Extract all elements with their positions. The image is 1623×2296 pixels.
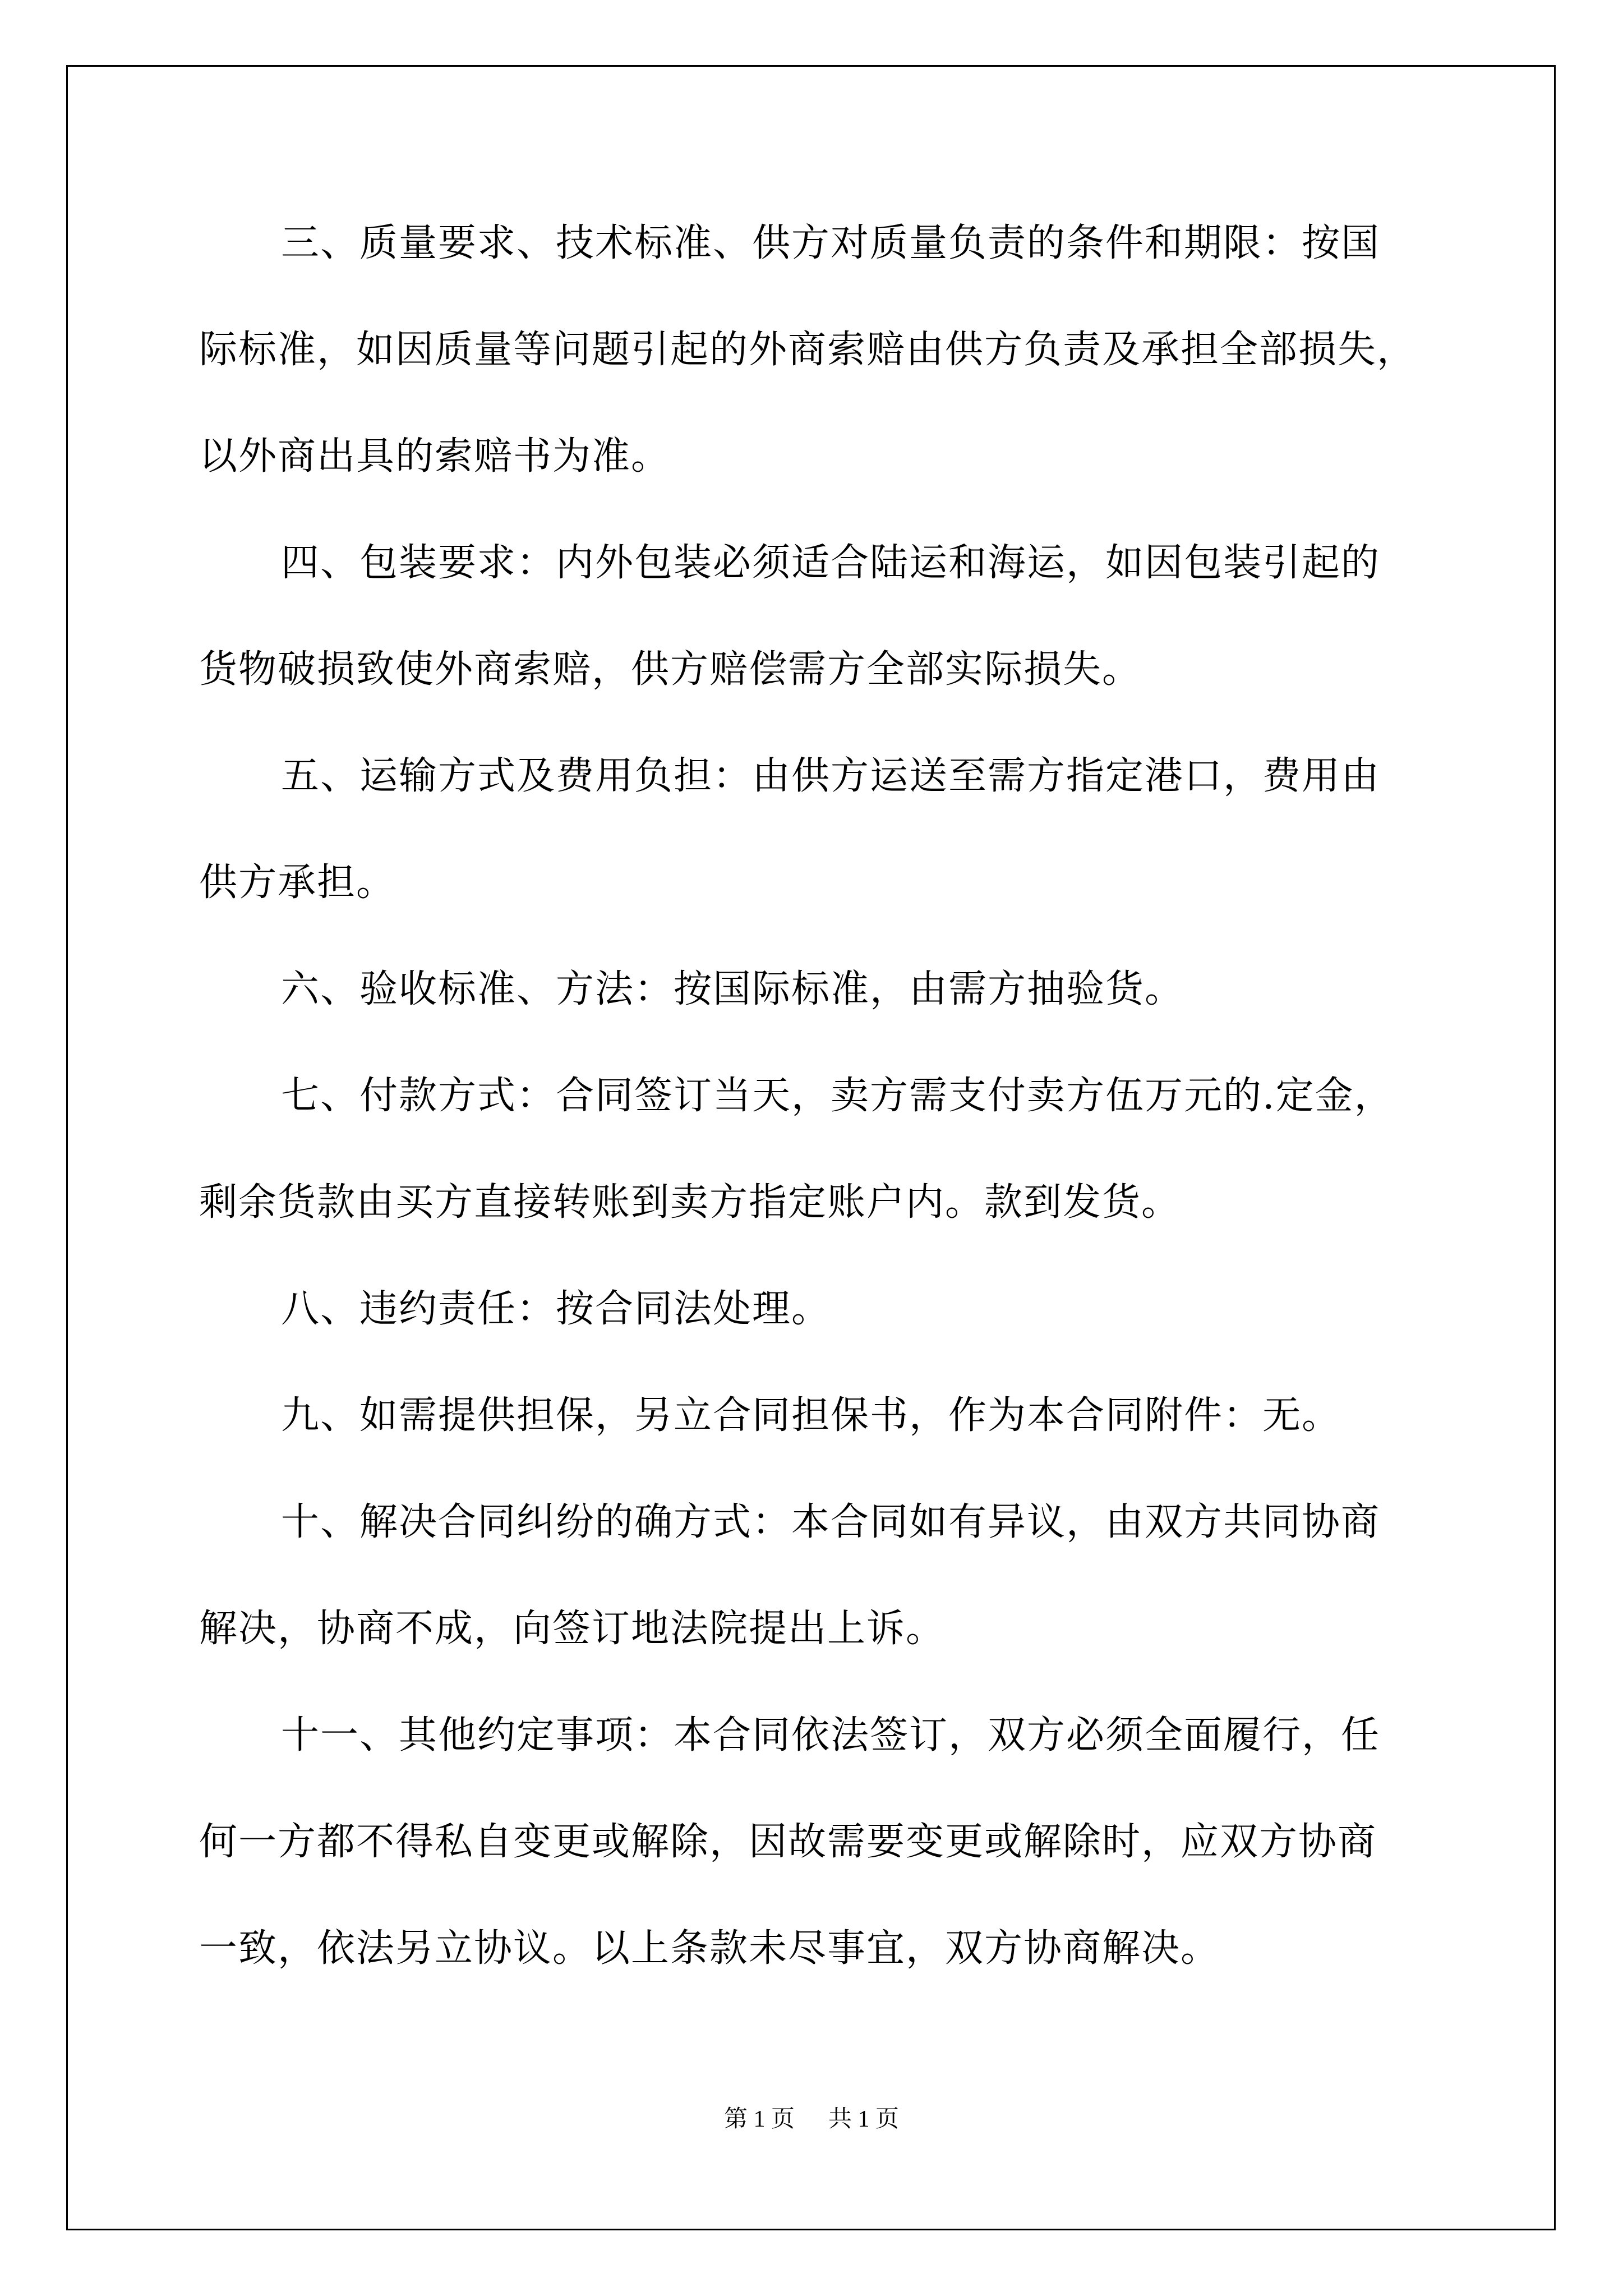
clause-4-line-2: 货物破损致使外商索赔，供方赔偿需方全部实际损失。	[199, 647, 1142, 692]
clause-11-line-2: 何一方都不得私自变更或解除，因故需要变更或解除时，应双方协商	[199, 1820, 1377, 1864]
page-border	[66, 65, 1556, 2230]
clause-10-line-1: 十、解决合同纠纷的确方式：本合同如有异议，由双方共同协商	[281, 1500, 1381, 1544]
clause-3-line-2: 际标准，如因质量等问题引起的外商索赔由供方负责及承担全部损失，	[199, 328, 1417, 372]
clause-8-line-1: 八、违约责任：按合同法处理。	[281, 1287, 831, 1331]
clause-5-line-1: 五、运输方式及费用负担：由供方运送至需方指定港口，费用由	[281, 754, 1381, 798]
clause-10-line-2: 解决，协商不成，向签订地法院提出上诉。	[199, 1607, 946, 1651]
clause-7-line-1: 七、付款方式：合同签订当天，卖方需支付卖方伍万元的.定金，	[281, 1074, 1394, 1118]
clause-7-line-2: 剩余货款由买方直接转账到卖方指定账户内。款到发货。	[199, 1180, 1181, 1225]
clause-3-line-1: 三、质量要求、技术标准、供方对质量负责的条件和期限：按国	[281, 221, 1381, 265]
page-footer	[0, 2102, 1623, 2136]
clause-9-line-1: 九、如需提供担保，另立合同担保书，作为本合同附件：无。	[281, 1393, 1341, 1438]
clause-6-line-1: 六、验收标准、方法：按国际标准，由需方抽验货。	[281, 967, 1184, 1011]
total-pages: 共 1 页	[828, 2106, 900, 2132]
clause-11-line-1: 十一、其他约定事项：本合同依法签订，双方必须全面履行，任	[281, 1713, 1381, 1757]
clause-11-line-3: 一致，依法另立协议。以上条款未尽事宜，双方协商解决。	[199, 1926, 1220, 1971]
clause-3-line-3: 以外商出具的索赔书为准。	[199, 434, 671, 478]
page-number: 第 1 页	[723, 2106, 795, 2132]
clause-4-line-1: 四、包装要求：内外包装必须适合陆运和海运，如因包装引起的	[281, 541, 1381, 585]
clause-5-line-2: 供方承担。	[199, 861, 396, 905]
